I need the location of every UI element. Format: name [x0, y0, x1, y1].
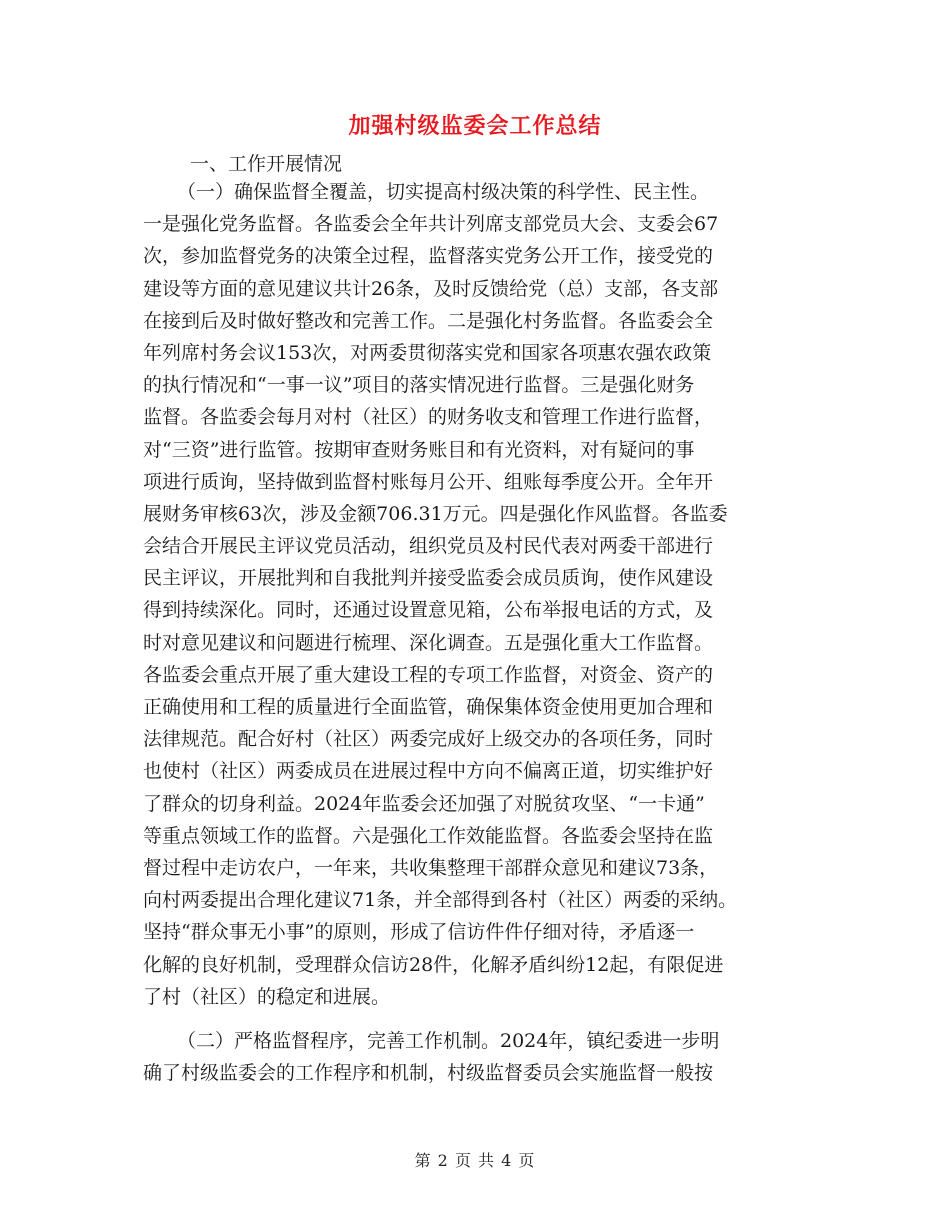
- paragraph-line: 正确使用和工程的质量进行全面监管，确保集体资金使用更加合理和: [143, 696, 714, 718]
- section-heading: 一、工作开展情况: [190, 153, 343, 175]
- paragraph-line: 也使村（社区）两委成员在进展过程中方向不偏离正道，切实维护好: [143, 760, 714, 783]
- paragraph-line: 一是强化党务监督。各监委会全年共计列席支部党员大会、支委会67: [143, 213, 719, 236]
- paragraph-line: 化解的良好机制，受理群众信访28件，化解矛盾纠纷12起，有限促进: [143, 953, 724, 976]
- paragraph-line: 在接到后及时做好整改和完善工作。二是强化村务监督。各监委会全: [143, 309, 714, 332]
- paragraph-2: [143, 1025, 823, 1089]
- paragraph-line: 对“三资”进行监管。按期审查财务账目和有光资料，对有疑问的事: [143, 438, 695, 461]
- paragraph-1: [143, 176, 823, 1013]
- paragraph-line: 确了村级监委会的工作程序和机制，村级监督委员会实施监督一般按: [143, 1062, 714, 1085]
- paragraph-line: 得到持续深化。同时，还通过设置意见箱，公布举报电话的方式，及: [143, 599, 714, 622]
- paragraph-line: （二）严格监督程序，完善工作机制。2024年，镇纪委进一步明: [177, 1030, 720, 1052]
- paragraph-line: 法律规范。配合好村（社区）两委完成好上级交办的各项任务，同时: [143, 728, 714, 751]
- paragraph-line: （一）确保监督全覆盖，切实提高村级决策的科学性、民主性。: [177, 181, 710, 203]
- page-footer: 第 2 页 共 4 页: [414, 1151, 536, 1170]
- paragraph-line: 次，参加监督党务的决策全过程，监督落实党务公开工作，接受党的: [143, 245, 714, 268]
- paragraph-line: 时对意见建议和问题进行梳理、深化调查。五是强化重大工作监督。: [143, 631, 714, 654]
- paragraph-line: 民主评议，开展批判和自我批判并接受监委会成员质询，使作风建设: [143, 567, 714, 590]
- paragraph-line: 建设等方面的意见建议共计26条，及时反馈给党（总）支部，各支部: [143, 277, 719, 300]
- paragraph-line: 督过程中走访农户，一年来，共收集整理干部群众意见和建议73条，: [143, 856, 719, 879]
- paragraph-line: 了群众的切身利益。2024年监委会还加强了对脱贫攻坚、“一卡通”: [143, 792, 705, 815]
- paragraph-line: 了村（社区）的稳定和进展。: [143, 985, 391, 1008]
- paragraph-line: 等重点领域工作的监督。六是强化工作效能监督。各监委会坚持在监: [143, 824, 714, 847]
- paragraph-line: 项进行质询，坚持做到监督村账每月公开、组账每季度公开。全年开: [143, 470, 714, 493]
- paragraph-line: 年列席村务会议153次，对两委贯彻落实党和国家各项惠农强农政策: [143, 341, 712, 364]
- paragraph-line: 监督。各监委会每月对村（社区）的财务收支和管理工作进行监督，: [143, 406, 714, 429]
- paragraph-line: 各监委会重点开展了重大建设工程的专项工作监督，对资金、资产的: [143, 663, 714, 686]
- paragraph-line: 会结合开展民主评议党员活动，组织党员及村民代表对两委干部进行: [143, 535, 714, 558]
- paragraph-line: 坚持“群众事无小事”的原则，形成了信访件件仔细对待，矛盾逐一: [143, 921, 695, 944]
- paragraph-line: 的执行情况和“一事一议”项目的落实情况进行监督。三是强化财务: [143, 374, 695, 397]
- document-title: 加强村级监委会工作总结: [348, 113, 602, 139]
- paragraph-line: 展财务审核63次，涉及金额706.31万元。四是强化作风监督。各监委: [143, 502, 728, 525]
- paragraph-line: 向村两委提出合理化建议71条，并全部得到各村（社区）两委的采纳。: [143, 889, 738, 912]
